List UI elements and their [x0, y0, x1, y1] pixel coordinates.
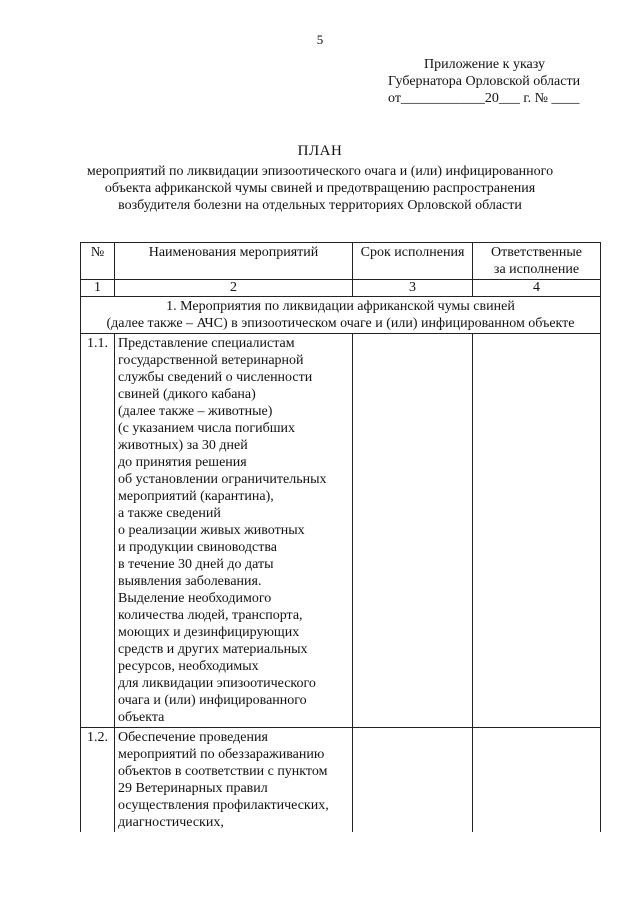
- measure-text-line: средств и других материальных: [118, 642, 308, 657]
- measure-text-line: о реализации живых животных: [118, 523, 305, 538]
- table-row: [81, 728, 601, 833]
- measure-name-cell: [115, 728, 353, 833]
- responsible-cell: [473, 334, 601, 728]
- plan-heading: ПЛАН: [297, 143, 343, 159]
- row-number: 1.1.: [81, 334, 115, 728]
- measure-text-line: очага и (или) инфицированного: [118, 693, 307, 708]
- measure-text-line: ресурсов, необходимых: [118, 659, 259, 674]
- measure-text-line: животных) за 30 дней: [118, 438, 248, 453]
- row-number: 1.2.: [81, 728, 115, 833]
- measure-text-line: диагностических,: [118, 815, 224, 830]
- column-number: 3: [353, 280, 473, 297]
- measure-text-line: (далее также – животные): [118, 404, 273, 419]
- annex-line-1: Приложение к указу: [424, 57, 545, 72]
- measure-text-line: государственной ветеринарной: [118, 353, 304, 368]
- measure-text-line: об установлении ограничительных: [118, 472, 327, 487]
- measure-text-line: и продукции свиноводства: [118, 540, 277, 555]
- measure-text-line: Представление специалистам: [118, 336, 295, 351]
- column-number: 2: [115, 280, 353, 297]
- annex-line-2: Губернатора Орловской области: [388, 74, 581, 89]
- section-heading: [81, 297, 601, 334]
- column-number: 4: [473, 280, 601, 297]
- measure-text-line: мероприятий (карантина),: [118, 489, 274, 504]
- measure-text-line: (с указанием числа погибших: [118, 421, 296, 436]
- annex-line-3: от____________20___ г. № ____: [388, 91, 580, 106]
- header-responsible: [473, 243, 601, 280]
- measure-name-cell: [115, 334, 353, 728]
- measure-text-line: моющих и дезинфицирующих: [118, 625, 300, 640]
- table-row: [81, 334, 601, 728]
- column-number-row: [81, 280, 601, 297]
- measure-text-line: осуществления профилактических,: [118, 798, 329, 813]
- measure-text-line: объекта: [118, 710, 165, 725]
- section-heading-line-2: (далее также – АЧС) в эпизоотическом очаге и (или) инфицированном объекте: [106, 316, 575, 331]
- measures-table: [80, 242, 601, 832]
- title-line-1: мероприятий по ликвидации эпизоотического очага и (или) инфицированного: [86, 164, 554, 179]
- responsible-cell: [473, 728, 601, 833]
- measure-text-line: до принятия решения: [118, 455, 247, 470]
- header-responsible-line-2: за исполнение: [493, 262, 580, 277]
- section-heading-row: [81, 297, 601, 334]
- title-line-2: объекта африканской чумы свиней и предотвращению распространения: [104, 181, 536, 196]
- measure-text-line: объектов в соответствии с пунктом: [118, 764, 328, 779]
- measure-text-line: Обеспечение проведения: [118, 730, 268, 745]
- measure-text-line: для ликвидации эпизоотического: [118, 676, 316, 691]
- document-title: [60, 143, 580, 214]
- measure-text-line: в течение 30 дней до даты: [118, 557, 274, 572]
- measure-text-line: а также сведений: [118, 506, 221, 521]
- section-heading-line-1: 1. Мероприятия по ликвидации африканской чумы свиней: [166, 299, 515, 314]
- title-line-3: возбудителя болезни на отдельных территориях Орловской области: [118, 198, 522, 213]
- header-responsible-line-1: Ответственные: [491, 245, 582, 260]
- term-cell: [353, 334, 473, 728]
- header-num: №: [81, 243, 115, 280]
- term-cell: [353, 728, 473, 833]
- column-number: 1: [81, 280, 115, 297]
- header-name: Наименования мероприятий: [115, 243, 353, 280]
- measure-text-line: Выделение необходимого: [118, 591, 272, 606]
- table-header-row: [81, 243, 601, 280]
- measure-text-line: мероприятий по обеззараживанию: [118, 747, 325, 762]
- page-number: 5: [316, 32, 324, 47]
- measure-text-line: службы сведений о численности: [118, 370, 313, 385]
- header-term: Срок исполнения: [353, 243, 473, 280]
- measure-text-line: свиней (дикого кабана): [118, 387, 256, 402]
- measure-text-line: количества людей, транспорта,: [118, 608, 303, 623]
- measure-text-line: выявления заболевания.: [118, 574, 262, 589]
- annex-block: [388, 56, 618, 107]
- measure-text-line: 29 Ветеринарных правил: [118, 781, 268, 796]
